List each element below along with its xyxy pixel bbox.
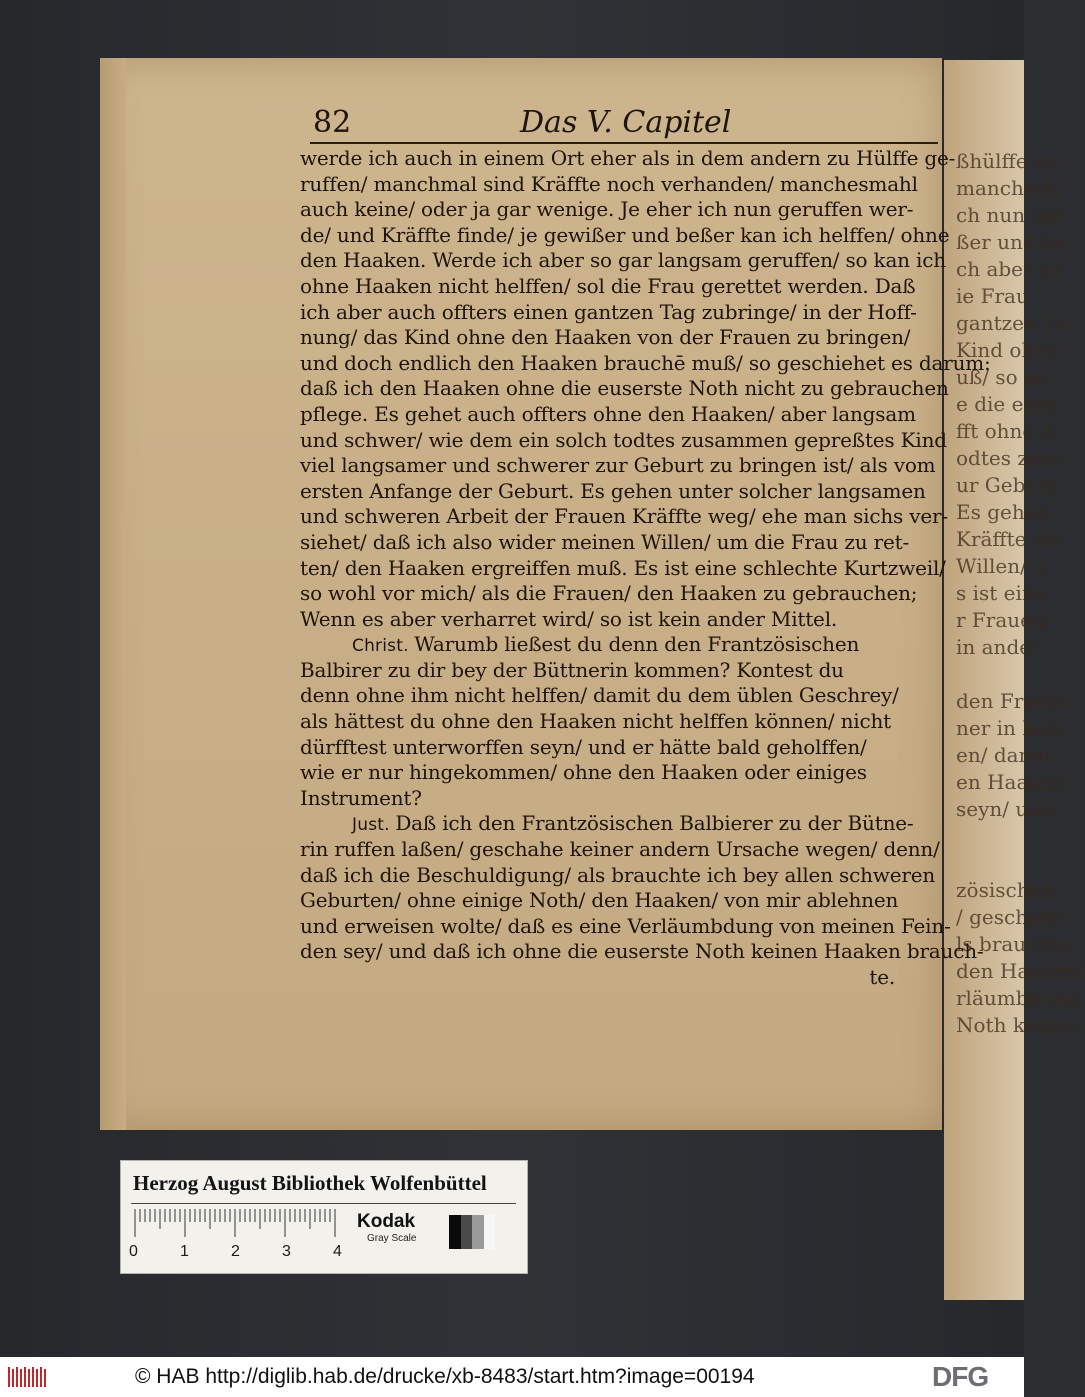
ruler-scale <box>133 1209 343 1239</box>
line-text: daß ich den Haaken ohne die euserste Noth nicht zu gebrauchen <box>300 376 949 401</box>
page-number: 82 <box>313 105 352 140</box>
facing-line: fft ohne d <box>956 419 1054 443</box>
text-line <box>300 376 949 402</box>
text-line <box>300 607 935 633</box>
facing-page-text <box>944 60 1085 1039</box>
logo-bar <box>20 1369 22 1387</box>
facing-line: zösischen <box>956 878 1055 902</box>
text-line <box>300 427 947 454</box>
line-text: und schwer/ wie dem ein solch todtes zusammen gepreßtes Kind <box>300 427 947 452</box>
line-text: so wohl vor mich/ als die Frauen/ den Haaken zu gebrauchen; <box>300 581 918 606</box>
footer-bar <box>0 1357 1024 1397</box>
gray-patch <box>484 1215 496 1249</box>
body-text <box>300 146 991 991</box>
line-text: werde ich auch in einem Ort eher als in dem andern zu Hülffe ge- <box>300 146 956 170</box>
text-line <box>300 760 935 786</box>
logo-bar <box>40 1367 42 1387</box>
color-scale-card <box>120 1160 528 1274</box>
line-text: wie er nur hingekommen/ ohne den Haaken oder einiges <box>300 760 867 785</box>
header-rule <box>310 142 938 144</box>
text-line <box>300 786 935 812</box>
gray-scale-label: Gray Scale <box>367 1233 417 1244</box>
library-name: Herzog August Bibliothek Wolfenbüttel <box>133 1171 487 1195</box>
scale-number: 3 <box>282 1243 291 1260</box>
gray-patches <box>449 1215 495 1249</box>
text-line <box>300 555 946 582</box>
facing-line: ur Geburt <box>956 473 1056 497</box>
scale-number: 0 <box>129 1243 138 1260</box>
text-line <box>300 453 935 479</box>
line-text: siehet/ daß ich also wider meinen Willen/ um die Frau zu ret- <box>300 529 910 554</box>
line-text: ten/ den Haaken ergreiffen muß. Es ist eine schlechte Kurtzweil/ <box>300 555 946 580</box>
text-line <box>300 581 935 607</box>
facing-line: den Frantz <box>956 689 1067 713</box>
text-line <box>300 683 935 709</box>
kodak-label: Kodak <box>357 1211 416 1232</box>
facing-line: ls brauchte <box>956 932 1071 956</box>
scale-numbers <box>129 1243 359 1263</box>
line-text: nung/ das Kind ohne den Haaken von der Frauen zu bringen/ <box>300 325 911 350</box>
line-text: ich aber auch offters einen gantzen Tag zubringe/ in der Hoff- <box>300 299 917 324</box>
text-line <box>300 479 935 505</box>
facing-line: ie Frau <box>956 284 1029 308</box>
line-text: als hättest du ohne den Haaken nicht helffen können/ nicht <box>300 709 891 734</box>
line-text: Daß ich den Frantzösischen Balbierer zu der Bütne- <box>395 811 914 836</box>
text-line <box>300 146 956 172</box>
facing-line: ch nun ger <box>956 203 1066 227</box>
line-text: den sey/ und daß ich ohne die euserste Noth keinen Haaken brauch- <box>300 939 984 964</box>
logo-bar <box>36 1369 38 1387</box>
facing-line: s ist eine <box>956 581 1047 605</box>
line-text: und doch endlich den Haaken brauchē muß/ so geschiehet es darum: <box>300 350 991 375</box>
facing-line: en Haaken <box>956 770 1066 794</box>
text-line <box>300 888 935 914</box>
text-line <box>300 325 935 351</box>
facing-line: Kind ohne <box>956 338 1060 362</box>
text-line <box>300 965 935 991</box>
facing-line: odtes zusa <box>956 446 1063 470</box>
logo-bar <box>24 1367 26 1387</box>
facing-line: en/ damit <box>956 743 1052 767</box>
logo-bar <box>28 1369 30 1387</box>
logo-bar <box>32 1367 34 1387</box>
facing-line: / geschahe <box>956 905 1065 929</box>
card-rule <box>131 1203 516 1204</box>
gray-patch <box>461 1215 473 1249</box>
text-line <box>300 658 935 684</box>
line-text: ruffen/ manchmal sind Kräffte noch verhanden/ manchesmahl <box>300 171 918 196</box>
line-text: dürfftest unterworffen seyn/ und er hätte bald geholffen/ <box>300 734 867 759</box>
gray-patch <box>472 1215 484 1249</box>
text-line <box>300 913 951 940</box>
facing-line: Willen/ u <box>956 554 1047 578</box>
line-text: ersten Anfange der Geburt. Es gehen unter solcher langsamen <box>300 478 926 503</box>
line-text: auch keine/ oder ja gar wenige. Je eher ich nun geruffen wer- <box>300 197 914 222</box>
text-line <box>300 350 991 377</box>
page-edge <box>100 58 126 1130</box>
line-text: Instrument? <box>300 785 422 810</box>
line-text: viel langsamer und schwerer zur Geburt zu bringen ist/ als vom <box>300 453 936 478</box>
text-line <box>300 863 935 889</box>
logo-bar <box>16 1367 18 1387</box>
facing-line: e die euse <box>956 392 1059 416</box>
text-line <box>300 709 935 735</box>
facing-line: Es gehen <box>956 500 1050 524</box>
text-line <box>300 274 935 300</box>
facing-line: manchmal <box>956 176 1062 200</box>
facing-line: den Haaken/ <box>956 959 1085 983</box>
facing-line: ßer und be <box>956 230 1067 254</box>
line-text: rin ruffen laßen/ geschahe keiner andern Ursache wegen/ denn/ <box>300 837 940 862</box>
text-line <box>300 300 935 326</box>
scale-number: 2 <box>231 1243 240 1260</box>
facing-line: Noth keinen <box>956 1013 1081 1037</box>
facing-line: gantzen Ta <box>956 311 1067 335</box>
facing-line: ner in kom <box>956 716 1066 740</box>
facing-line: uß/ so ge <box>956 365 1049 389</box>
speaker-name: Christ. <box>352 636 415 657</box>
text-line <box>300 222 950 249</box>
facing-line: r Frauen/ <box>956 608 1052 632</box>
text-line <box>300 837 940 863</box>
text-line <box>300 939 984 965</box>
text-line <box>300 735 935 761</box>
line-text: und schweren Arbeit der Frauen Kräffte weg/ ehe man sichs ver- <box>300 504 948 529</box>
facing-line <box>944 850 1024 877</box>
text-line <box>300 632 935 658</box>
text-line <box>300 504 948 530</box>
line-text: daß ich die Beschuldigung/ als brauchte ich bey allen schweren <box>300 862 936 887</box>
facing-line <box>944 823 1024 850</box>
logo-bar <box>12 1369 14 1387</box>
text-line <box>300 197 935 223</box>
logo-bar <box>44 1369 46 1387</box>
copyright-link[interactable]: © HAB http://diglib.hab.de/drucke/xb-8483/start.htm?image=00194 <box>135 1365 755 1388</box>
scale-number: 1 <box>180 1243 189 1260</box>
facing-line: Kräffte we <box>956 527 1062 551</box>
facing-page-fragment <box>944 60 1085 1300</box>
line-text: und erweisen wolte/ daß es eine Verläumbdung von meinen Fein- <box>300 913 951 938</box>
line-text: denn ohne ihm nicht helffen/ damit du dem üblen Geschrey/ <box>300 683 899 708</box>
facing-line: ch aber so <box>956 257 1062 281</box>
text-line <box>300 530 935 556</box>
line-text: Balbirer zu dir bey der Büttnerin kommen? Kontest du <box>300 657 844 682</box>
line-text: Warumb ließest du denn den Frantzösischen <box>414 632 860 657</box>
gray-patch <box>449 1215 461 1249</box>
facing-line: seyn/ und <box>956 797 1054 821</box>
line-text: de/ und Kräffte finde/ je gewißer und beßer kan ich helffen/ ohne <box>300 222 950 247</box>
speaker-name: Just. <box>352 815 396 836</box>
dfg-logo: DFG <box>932 1361 989 1392</box>
line-text: Geburten/ ohne einige Noth/ den Haaken/ von mir ablehnen <box>300 888 899 913</box>
text-line <box>300 811 935 837</box>
facing-line: rläumbdung <box>956 986 1080 1010</box>
scale-number: 4 <box>333 1243 342 1260</box>
line-text: te. <box>869 965 895 989</box>
facing-line <box>944 661 1024 688</box>
facing-line: ßhülffe ge <box>956 149 1059 173</box>
text-line <box>300 248 946 274</box>
line-text: den Haaken. Werde ich aber so gar langsam geruffen/ so kan ich <box>300 248 946 273</box>
line-text: ohne Haaken nicht helffen/ sol die Frau gerettet werden. Daß <box>300 273 916 298</box>
hab-logo-icon <box>6 1365 48 1389</box>
line-text: Wenn es aber verharret wird/ so ist kein ander Mittel. <box>300 606 838 631</box>
facing-line: in ander <box>956 635 1041 659</box>
chapter-title: Das V. Capitel <box>520 105 732 140</box>
text-line <box>300 172 935 198</box>
logo-bar <box>8 1367 10 1387</box>
line-text: pflege. Es gehet auch offters ohne den Haaken/ aber langsam <box>300 401 916 426</box>
text-line <box>300 402 935 428</box>
